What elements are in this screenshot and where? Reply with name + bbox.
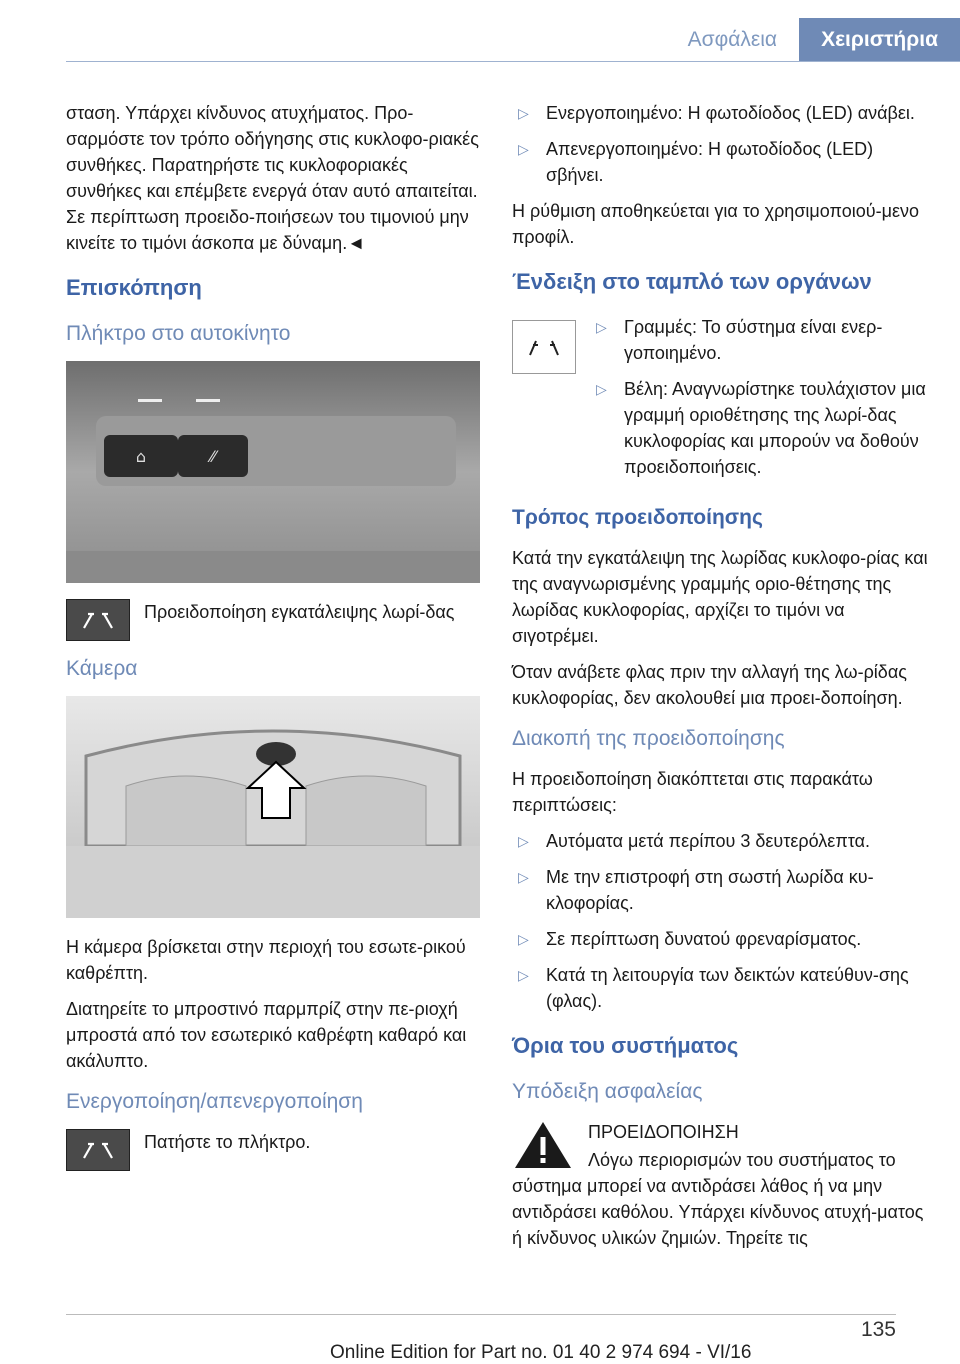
list-item: ▷ Κατά τη λειτουργία των δεικτών κατεύθυν-σης (φλας). (512, 962, 930, 1014)
edition-footer: Online Edition for Part no. 01 40 2 974 694 - VI/16 (330, 1342, 752, 1363)
lane-warning-caption: Προειδοποίηση εγκατάλειψης λωρί-δας (144, 602, 455, 622)
list-item: ▷ Βέλη: Αναγνωρίστηκε τουλάχιστον μια γραμμή οριοθέτησης της λωρί-δας κυκλοφορίας και μπορούν να δοθούν προειδοποιήσεις. (590, 376, 930, 480)
tab-safety-label: Ασφάλεια (687, 28, 778, 51)
heading-camera: Κάμερα (66, 657, 138, 680)
list-item: ▷ Σε περίπτωση δυνατού φρεναρίσματος. (512, 926, 930, 952)
svg-text:⁄⁄: ⁄⁄ (210, 447, 216, 466)
interrupt-text: Η προειδοποίηση διακόπτεται στις παρακάτω περιπτώσεις: (512, 769, 873, 815)
state-bullets (512, 100, 930, 188)
camera-photo (66, 696, 480, 918)
camera-location-text: Η κάμερα βρίσκεται στην περιοχή του εσωτε-ρικού καθρέπτη. (66, 937, 466, 983)
header-divider (66, 61, 960, 62)
right-column (512, 100, 930, 1261)
warning-triangle-icon (512, 1119, 574, 1171)
heading-instrument-display: Ένδειξη στο ταμπλό των οργάνων (512, 269, 872, 294)
header-tabs (666, 18, 960, 62)
tab-controls-label: Χειριστήρια (821, 28, 938, 51)
list-item: ▷ Γραμμές: Το σύστημα είναι ενερ-γοποιημένο. (590, 314, 930, 366)
page-number: 135 (860, 1318, 896, 1341)
stored-profile-text: Η ρύθμιση αποθηκεύεται για το χρησιμοποιού-μενο προφίλ. (512, 201, 919, 247)
left-column (66, 100, 480, 1181)
list-item: ▷ Αυτόματα μετά περίπου 3 δευτερόλεπτα. (512, 828, 930, 854)
list-item: ▷ Απενεργοποιημένο: Η φωτοδίοδος (LED) σβήνει. (512, 136, 930, 188)
heading-safety-note: Υπόδειξη ασφαλείας (512, 1080, 703, 1103)
svg-text:⌂: ⌂ (135, 447, 147, 466)
warning-mode-text-1: Κατά την εγκατάλειψη της λωρίδας κυκλοφο-ρίας και της αναγνωρισμένης γραμμής οριο-θέτησης της λωρίδας κυκλοφορίας, αρχίζει το τιμόνι να σιγοτρέμει. (512, 548, 928, 646)
heading-interrupt: Διακοπή της προειδοποίησης (512, 727, 785, 750)
icon-row-press-button (66, 1129, 480, 1171)
warning-text: Λόγω περιορισμών του συστήματος το σύστημα μπορεί να αντιδράσει λάθος ή να μην αντιδράσει καθόλου. Υπάρχει κίνδυνος ατυχή-ματος ή κίνδυνος υλικών ζημιών. Τηρείτε τις (512, 1150, 924, 1248)
heading-warning-mode: Τρόπος προειδοποίησης (512, 506, 763, 529)
icon-row-display (512, 314, 930, 490)
heading-system-limits: Όρια του συστήματος (512, 1033, 739, 1058)
warning-title: ΠΡΟΕΙΔΟΠΟΙΗΣΗ (588, 1122, 739, 1142)
footer-divider (66, 1314, 896, 1315)
tab-controls[interactable] (799, 18, 960, 62)
heading-overview: Επισκόπηση (66, 275, 202, 300)
display-bullets (590, 314, 930, 490)
warning-mode-text-2: Όταν ανάβετε φλας πριν την αλλαγή της λω-ρίδας κυκλοφορίας, δεν ακολουθεί μια προει-δοποίηση. (512, 662, 907, 708)
heading-activation: Ενεργοποίηση/απενεργοποίηση (66, 1090, 363, 1113)
lane-departure-button-icon (66, 1129, 130, 1171)
list-item: ▷ Με την επιστροφή στη σωστή λωρίδα κυ-κλοφορίας. (512, 864, 930, 916)
interrupt-bullets (512, 828, 930, 1014)
icon-row-lane-warning (66, 599, 480, 641)
list-item: ▷ Ενεργοποιημένο: Η φωτοδίοδος (LED) ανάβει. (512, 100, 930, 126)
camera-clean-text: Διατηρείτε το μπροστινό παρμπρίζ στην πε-ριοχή μπροστά από τον εσωτερικό καθρέφτη καθαρό και ακάλυπτο. (66, 999, 467, 1071)
intro-paragraph: σταση. Υπάρχει κίνδυνος ατυχήματος. Προ-σαρμόστε τον τρόπο οδήγησης στις κυκλοφο-ριακές συνθήκες. Παρατηρήστε τις κυκλοφοριακές συνθήκες και επέμβετε ενεργά όταν αυτό απαιτείται. Σε περίπτωση προειδο-ποιήσεων του τιμονιού μην κινείτε το τιμόνι άσκοπα με δύναμη.◄ (66, 103, 479, 253)
press-button-text: Πατήστε το πλήκτρο. (144, 1132, 311, 1152)
tab-safety[interactable] (666, 18, 799, 62)
lane-lines-icon (512, 320, 576, 374)
heading-button-in-car: Πλήκτρο στο αυτοκίνητο (66, 322, 291, 345)
button-photo (66, 361, 480, 583)
lane-departure-icon (66, 599, 130, 641)
